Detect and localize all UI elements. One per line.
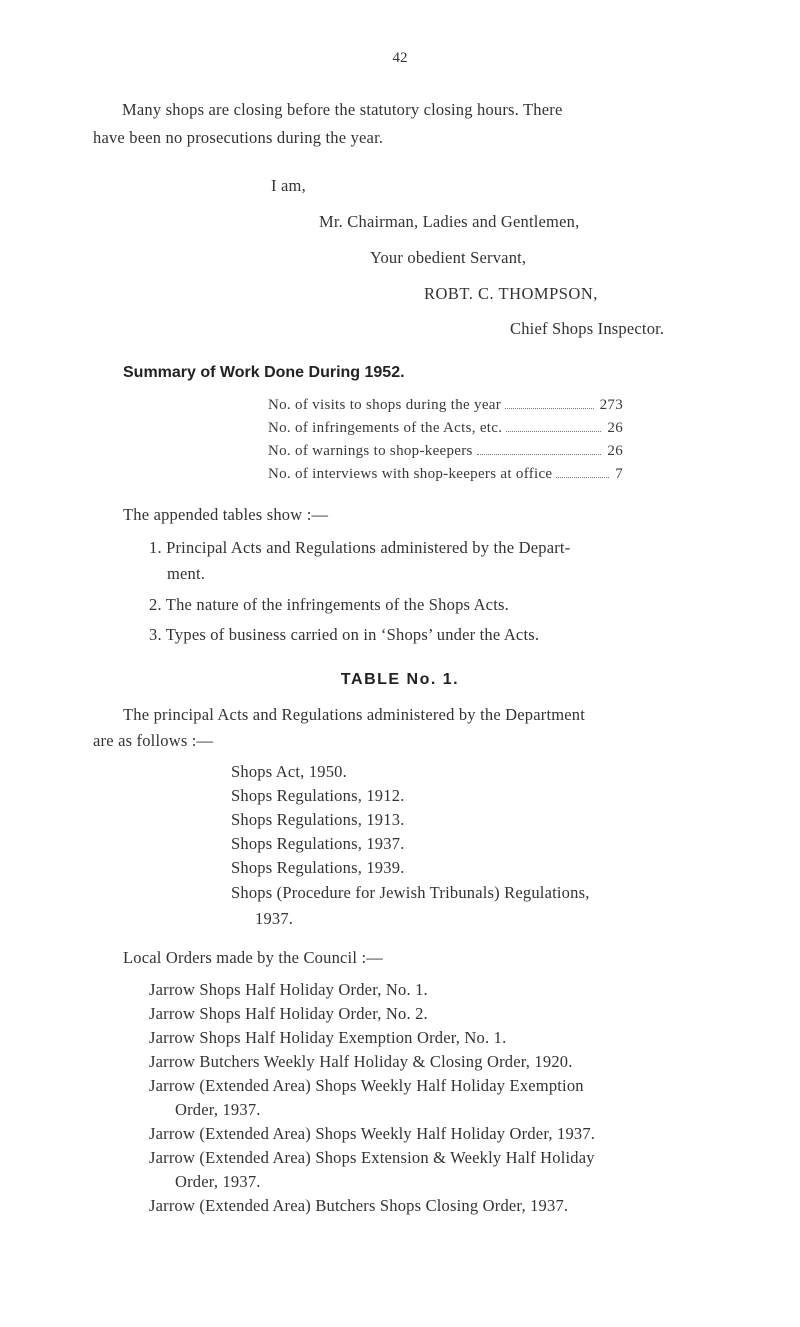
table-list-item-1-cont: ment. [167,564,206,583]
dot-leader [505,407,594,409]
summary-value: 273 [599,397,623,413]
summary-value: 26 [607,420,623,436]
order-item: Jarrow (Extended Area) Butchers Shops Closing Order, 1937. [149,1196,569,1215]
summary-row [268,397,623,414]
table-1-intro-line-1: The principal Acts and Regulations administered by the Department [123,705,586,724]
closing-servant: Your obedient Servant, [370,248,527,267]
act-item: Shops Regulations, 1913. [231,810,405,829]
order-item: Jarrow (Extended Area) Shops Weekly Half Holiday Order, 1937. [149,1124,596,1143]
summary-value: 26 [607,443,623,459]
order-item: Jarrow (Extended Area) Shops Weekly Half Holiday Exemption [149,1076,584,1095]
act-item: Shops (Procedure for Jewish Tribunals) Regulations, [231,883,590,902]
dot-leader [506,430,601,432]
intro-line-1: Many shops are closing before the statutory closing hours. There [122,100,563,119]
dot-leader [556,476,609,478]
order-item: Jarrow Shops Half Holiday Order, No. 2. [149,1004,428,1023]
act-item: Shops Regulations, 1939. [231,858,405,877]
act-item: Shops Regulations, 1937. [231,834,405,853]
act-item: Shops Act, 1950. [231,762,347,781]
order-item-cont: Order, 1937. [175,1172,261,1191]
table-list-item-1: 1. Principal Acts and Regulations administered by the Depart- [149,538,571,557]
summary-row [268,466,623,483]
summary-label: No. of warnings to shop-keepers [268,443,473,459]
closing-i-am: I am, [271,176,306,195]
table-list-item-3: 3. Types of business carried on in ‘Shops’ under the Acts. [149,625,540,644]
local-orders-intro: Local Orders made by the Council :— [123,948,383,967]
dot-leader [477,453,602,455]
summary-value: 7 [615,466,623,482]
act-item-cont: 1937. [255,909,294,928]
summary-label: No. of visits to shops during the year [268,397,502,413]
signatory-name: ROBT. C. THOMPSON, [424,284,598,303]
order-item: Jarrow Shops Half Holiday Order, No. 1. [149,980,428,999]
order-item-cont: Order, 1937. [175,1100,261,1119]
table-list-item-2: 2. The nature of the infringements of the Shops Acts. [149,595,509,614]
order-item: Jarrow Shops Half Holiday Exemption Order, No. 1. [149,1028,507,1047]
summary-heading: Summary of Work Done During 1952. [123,364,405,381]
intro-line-2: have been no prosecutions during the year. [93,128,384,147]
order-item: Jarrow (Extended Area) Shops Extension & Weekly Half Holiday [149,1148,595,1167]
summary-row [268,443,623,460]
signatory-title: Chief Shops Inspector. [510,319,665,338]
tables-intro: The appended tables show :— [123,505,329,524]
summary-label: No. of infringements of the Acts, etc. [268,420,503,436]
order-item: Jarrow Butchers Weekly Half Holiday & Closing Order, 1920. [149,1052,573,1071]
closing-salutation: Mr. Chairman, Ladies and Gentlemen, [319,212,580,231]
table-1-title: TABLE No. 1. [340,671,460,688]
act-item: Shops Regulations, 1912. [231,786,405,805]
page-number: 42 [392,50,408,66]
table-1-intro-line-2: are as follows :— [93,731,214,750]
summary-label: No. of interviews with shop-keepers at office [268,466,553,482]
summary-row [268,420,623,437]
